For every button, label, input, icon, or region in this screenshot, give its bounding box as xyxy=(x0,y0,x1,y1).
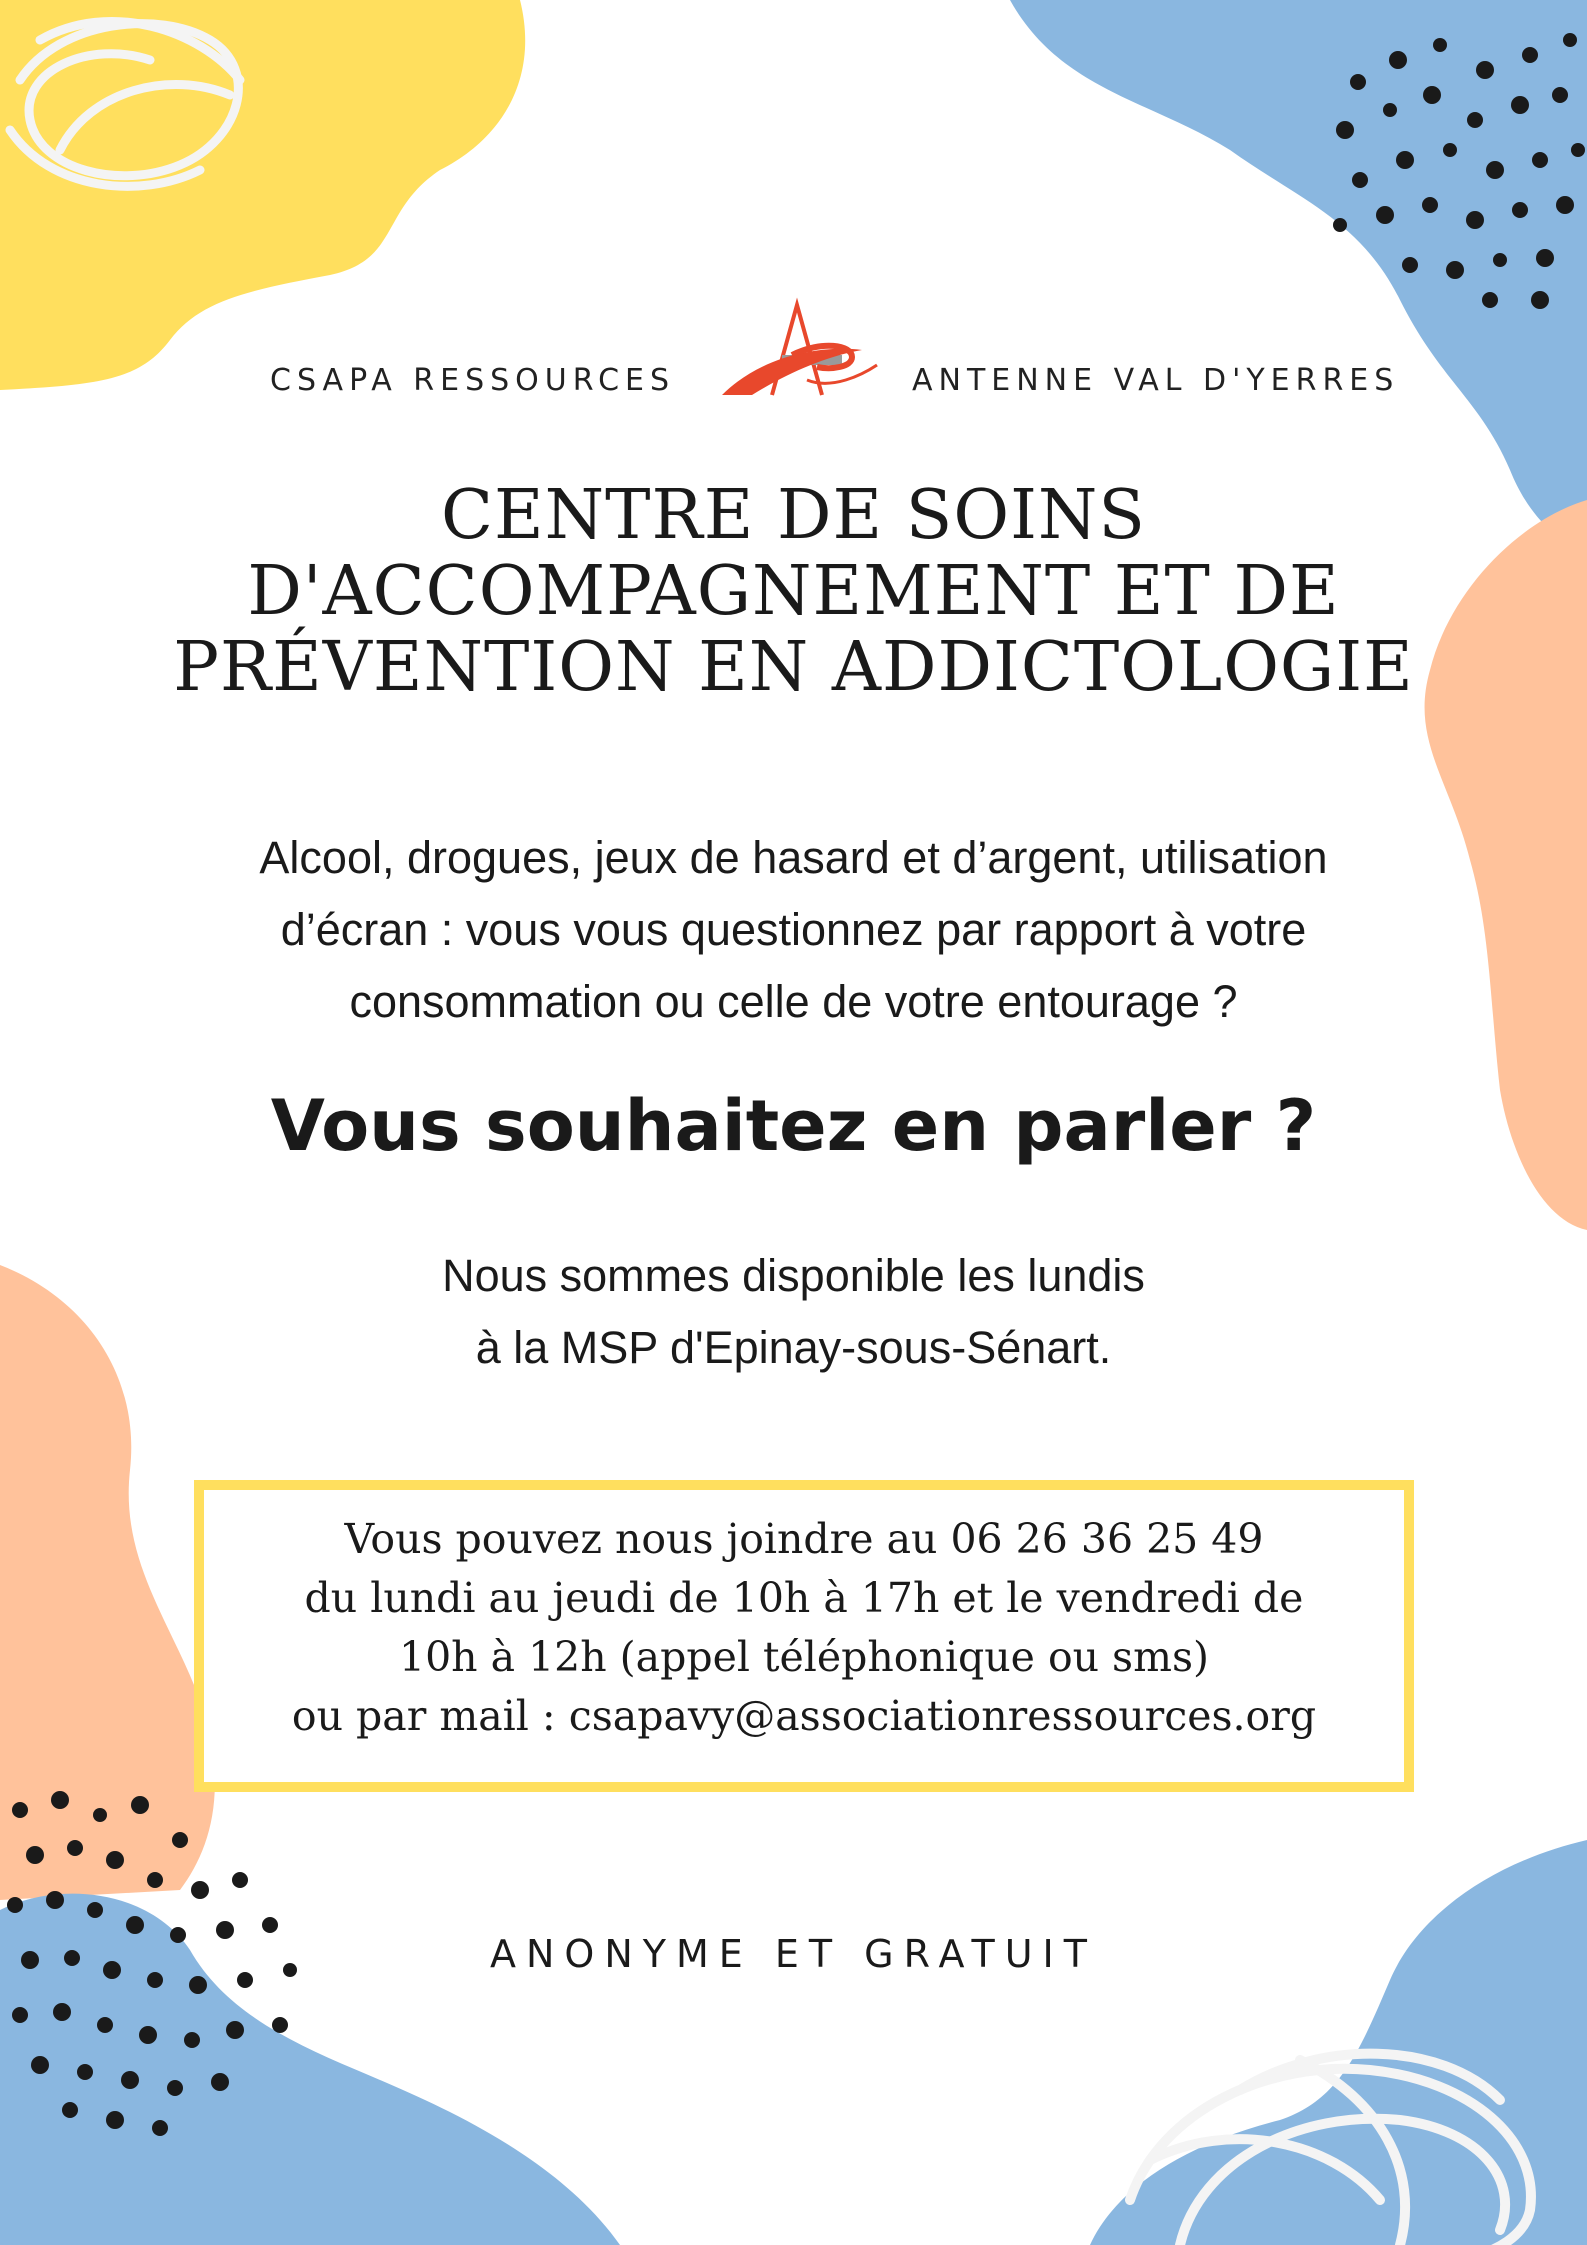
intro-line: d’écran : vous vous questionnez par rapport à votre xyxy=(280,904,1307,955)
intro-line: Alcool, drogues, jeux de hasard et d’argent, utilisation xyxy=(259,832,1328,883)
availability-line: Nous sommes disponible les lundis xyxy=(442,1250,1145,1301)
intro-line: consommation ou celle de votre entourage ? xyxy=(349,976,1238,1027)
footer-tagline: ANONYME ET GRATUIT xyxy=(490,1932,1097,1976)
page-title xyxy=(0,478,1587,706)
title-line: PRÉVENTION EN ADDICTOLOGIE xyxy=(173,628,1414,707)
contact-email-line: ou par mail : csapavy@associationressources.org xyxy=(291,1692,1317,1740)
blue-blob-bottom-right xyxy=(1090,1840,1587,2245)
contact-box xyxy=(194,1480,1414,1792)
ressources-logo xyxy=(712,295,882,415)
contact-hours-line: du lundi au jeudi de 10h à 17h et le vendredi de xyxy=(304,1574,1304,1622)
contact-phone-line: Vous pouvez nous joindre au 06 26 36 25 49 xyxy=(344,1515,1264,1563)
intro-paragraph xyxy=(0,822,1587,1038)
call-to-action-heading: Vous souhaitez en parler ? xyxy=(270,1085,1317,1167)
title-line: CENTRE DE SOINS xyxy=(440,476,1147,555)
availability-line: à la MSP d'Epinay-sous-Sénart. xyxy=(475,1322,1112,1373)
org-name: CSAPA RESSOURCES xyxy=(270,363,676,398)
availability-paragraph xyxy=(0,1240,1587,1384)
header xyxy=(0,355,1587,425)
contact-hours-line: 10h à 12h (appel téléphonique ou sms) xyxy=(398,1633,1210,1681)
title-line: D'ACCOMPAGNEMENT ET DE xyxy=(247,552,1340,631)
branch-name: ANTENNE VAL D'YERRES xyxy=(912,363,1400,398)
